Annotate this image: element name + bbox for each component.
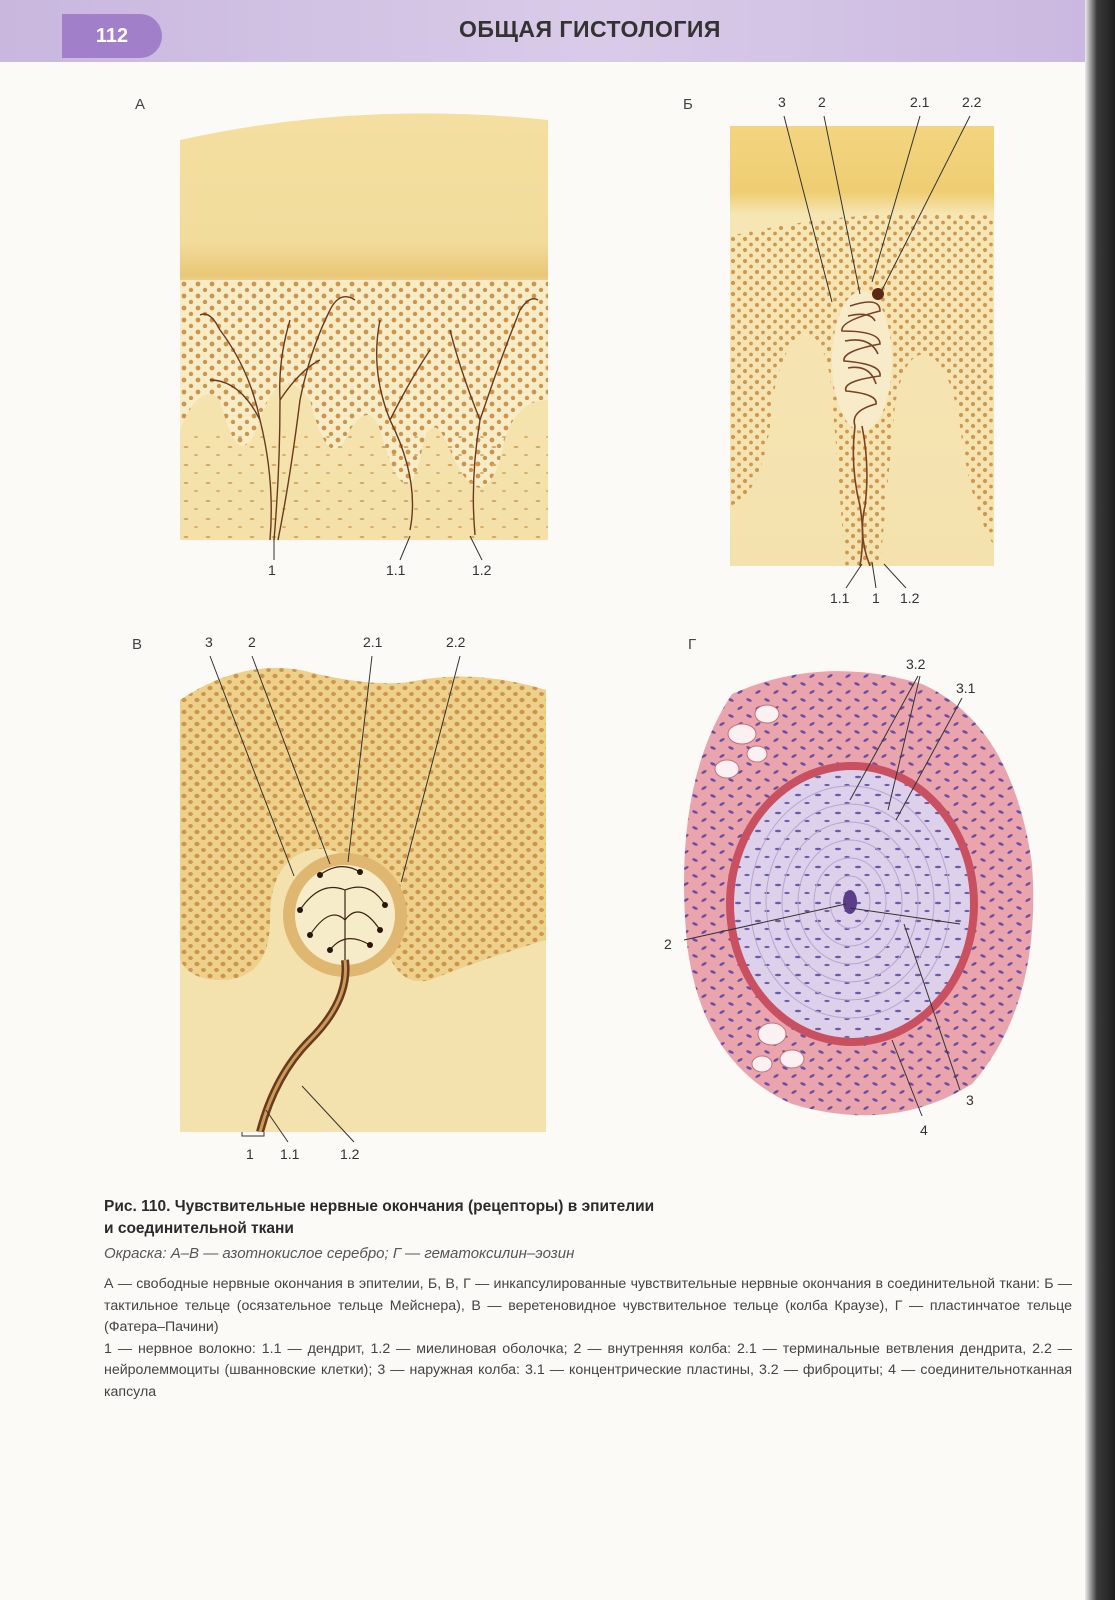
panel-v-label-3: 3: [205, 634, 213, 650]
figure-caption-paragraph-1: А — свободные нервные окончания в эпителии, Б, В, Г — инкапсулированные чувствительные нервные окончания в соединительной ткани: Б — тактильное тельце (осязательное тельце Мейснера), В — веретеновидное чувствительное тельце (колба Краузе), Г — пластинчатое тельце (Фатера–Пачини): [104, 1276, 1072, 1335]
page-edge-shadow: [1085, 0, 1115, 1600]
panel-v-label-1: 1: [246, 1146, 254, 1162]
panel-b-bottom-pointers: [830, 556, 920, 592]
panel-g-label-2: 2: [664, 936, 672, 952]
panel-g-label-3: 3: [966, 1092, 974, 1108]
panel-b-label-2: 2: [818, 94, 826, 110]
page-number: 112: [62, 14, 162, 58]
figure-caption-title-line1: Рис. 110. Чувствительные нервные окончания (рецепторы) в эпителии: [104, 1198, 655, 1215]
panel-v-label-2-1: 2.1: [363, 634, 383, 650]
panel-a-pointers: [260, 530, 500, 562]
panel-a-illustration: [180, 100, 548, 540]
panel-v-label-1-2: 1.2: [340, 1146, 360, 1162]
panel-g-pointers: [670, 670, 990, 1130]
figure-caption-title: [104, 1196, 864, 1240]
panel-b-label-1-2: 1.2: [900, 590, 920, 606]
panel-g-label-4: 4: [920, 1122, 928, 1138]
figure-caption-paragraph-2: 1 — нервное волокно: 1.1 — дендрит, 1.2 — миелиновая оболочка; 2 — внутренняя колба: 2.1 — терминальные ветвления дендрита, 2.2 — нейролеммоциты (шванновские клетки); 3 — наружная колба: 3.1 — концентрические пластины, 3.2 — фиброциты; 4 — соединительнотканная капсула: [104, 1340, 1072, 1400]
panel-b-label-3: 3: [778, 94, 786, 110]
panel-v-top-pointers: [200, 652, 480, 882]
panel-a-label-1: 1: [268, 562, 276, 578]
panel-g-label-3-1: 3.1: [956, 680, 976, 696]
panel-v-label-2: 2: [248, 634, 256, 650]
panel-v-label-2-2: 2.2: [446, 634, 466, 650]
panel-a-label-1-2: 1.2: [472, 562, 492, 578]
panel-b-label-2-2: 2.2: [962, 94, 982, 110]
panel-b-label-1: 1: [872, 590, 880, 606]
panel-v-letter: В: [132, 636, 143, 653]
panel-v-bottom-pointers: [236, 1070, 376, 1146]
figure-caption-title-line2: и соединительной ткани: [104, 1220, 294, 1237]
panel-v-label-1-1: 1.1: [280, 1146, 300, 1162]
panel-b-label-1-1: 1.1: [830, 590, 850, 606]
panel-b-letter: Б: [683, 96, 693, 113]
panel-a-letter: А: [135, 96, 146, 113]
panel-g-label-3-2: 3.2: [906, 656, 926, 672]
figure-caption-stain: Окраска: А–В — азотнокислое серебро; Г — гематоксилин–эозин: [104, 1245, 575, 1262]
panel-b-top-pointers: [760, 112, 1000, 312]
panel-a-label-1-1: 1.1: [386, 562, 406, 578]
running-title: ОБЩАЯ ГИСТОЛОГИЯ: [459, 16, 721, 42]
panel-g-letter: Г: [688, 636, 697, 653]
panel-b-label-2-1: 2.1: [910, 94, 930, 110]
figure-caption-body: [104, 1274, 1072, 1403]
